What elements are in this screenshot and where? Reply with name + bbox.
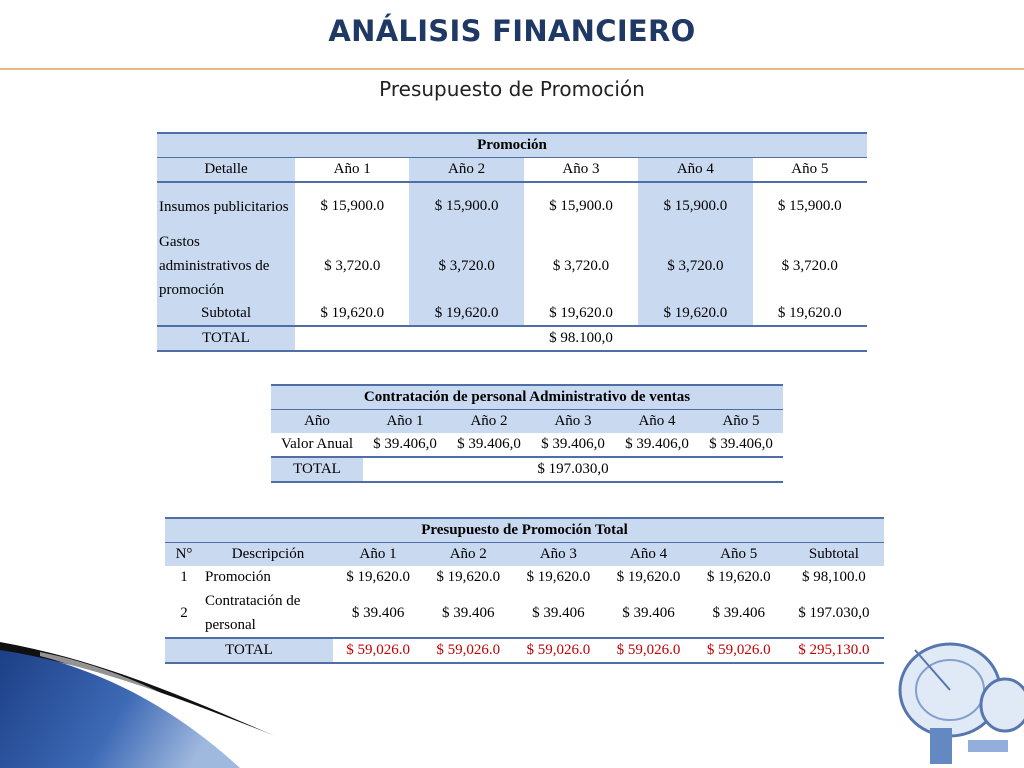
table-title-row [165,518,884,543]
table-cell: $ 39.406 [513,589,603,638]
column-header: Año 2 [409,158,523,183]
table-cell: $ 3,720.0 [781,257,838,274]
row-number: 2 [165,589,203,638]
table-cell: $ 3,720.0 [638,230,752,302]
page-subtitle: Presupuesto de Promoción [379,77,645,101]
table-row [271,433,783,457]
column-header: Año 2 [470,413,508,429]
column-header: Detalle [157,158,295,183]
table-cell: $ 15,900.0 [638,182,752,230]
total-value: $ 59,026.0 [603,638,693,663]
total-budget-table [165,517,884,664]
column-header: Año 1 [359,546,397,562]
table-cell: $ 19,620.0 [524,302,638,326]
row-label: Subtotal [157,302,295,326]
table-cell: $ 98,100.0 [802,569,866,585]
table-cell: $ 19,620.0 [616,569,681,585]
table-title: Presupuesto de Promoción Total [165,518,884,543]
table-cell: $ 39.406,0 [363,433,447,457]
table-title: Contratación de personal Administrativo de ventas [271,385,783,410]
table-row [165,566,884,589]
table-cell: $ 15,900.0 [409,182,523,230]
table-row [157,230,867,302]
table-cell: $ 39.406,0 [447,433,531,457]
table-cell: $ 39.406,0 [531,433,615,457]
page-title: ANÁLISIS FINANCIERO [328,14,696,48]
table-header-row [271,410,783,434]
promotion-table [157,132,867,352]
column-header: Año 4 [638,158,752,183]
column-header: Año 3 [554,413,592,429]
table-cell: $ 39.406,0 [699,433,783,457]
table-cell: $ 15,900.0 [320,198,385,214]
table-cell: $ 3,720.0 [324,257,381,274]
subtotal-row [157,302,867,326]
total-row [165,638,884,663]
column-header: Año 1 [386,413,424,429]
row-label: Gastos administrativos de promoción [157,230,295,302]
table-cell: $ 19,620.0 [526,569,591,585]
total-value: $ 295,130.0 [784,638,884,663]
table-cell: $ 39.406 [423,589,513,638]
table-cell: $ 15,900.0 [777,198,842,214]
total-value: $ 59,026.0 [694,638,784,663]
title-divider [0,68,1024,70]
table-cell: $ 19,620.0 [436,569,501,585]
table-row [157,182,867,230]
table-title-row [157,133,867,158]
table-cell: $ 19,620.0 [409,302,523,326]
staff-hiring-table [271,384,783,483]
row-label: Valor Anual [271,433,363,457]
table-cell: $ 39.406 [333,589,423,638]
table-cell: $ 3,720.0 [409,230,523,302]
row-label: Insumos publicitarios [157,182,295,230]
total-value: $ 59,026.0 [513,638,603,663]
table-cell: $ 39.406 [694,589,784,638]
row-number: 1 [180,569,188,585]
table-title: Promoción [157,133,867,158]
table-cell: $ 19,620.0 [753,302,867,326]
column-header: Año 3 [524,158,638,183]
column-header: Año 5 [722,413,760,429]
total-value: $ 59,026.0 [333,638,423,663]
column-header: Año 1 [295,158,409,183]
total-value: $ 98.100,0 [295,326,867,351]
column-header: Año 4 [630,546,668,562]
table-cell: $ 19,620.0 [295,302,409,326]
total-row [271,457,783,482]
table-header-row [165,543,884,567]
row-description: Promoción [205,569,271,585]
column-header: Subtotal [808,546,859,562]
table-cell: $ 19,620.0 [706,569,771,585]
table-cell: $ 3,720.0 [552,257,610,274]
table-header-row [157,158,867,183]
total-label: TOTAL [271,457,363,482]
table-cell: $ 15,900.0 [549,198,613,214]
table-cell: $ 197.030,0 [784,589,884,638]
row-description: Contratación de personal [203,589,333,638]
column-header: Año [304,413,330,429]
column-header: Año 2 [449,546,487,562]
table-title-row [271,385,783,410]
column-header: Descripción [231,546,305,562]
total-value: $ 197.030,0 [363,457,783,482]
column-header: Año 3 [539,546,577,562]
column-header: Año 5 [720,546,758,562]
total-label: TOTAL [165,638,333,663]
total-label: TOTAL [157,326,295,351]
total-row [157,326,867,351]
table-cell: $ 39.406,0 [615,433,699,457]
column-header: N° [175,546,193,562]
total-value: $ 59,026.0 [423,638,513,663]
column-header: Año 4 [638,413,676,429]
table-cell: $ 19,620.0 [638,302,752,326]
column-header: Año 5 [753,158,867,183]
table-cell: $ 39.406 [603,589,693,638]
table-row [165,589,884,638]
table-cell: $ 19,620.0 [346,569,410,585]
